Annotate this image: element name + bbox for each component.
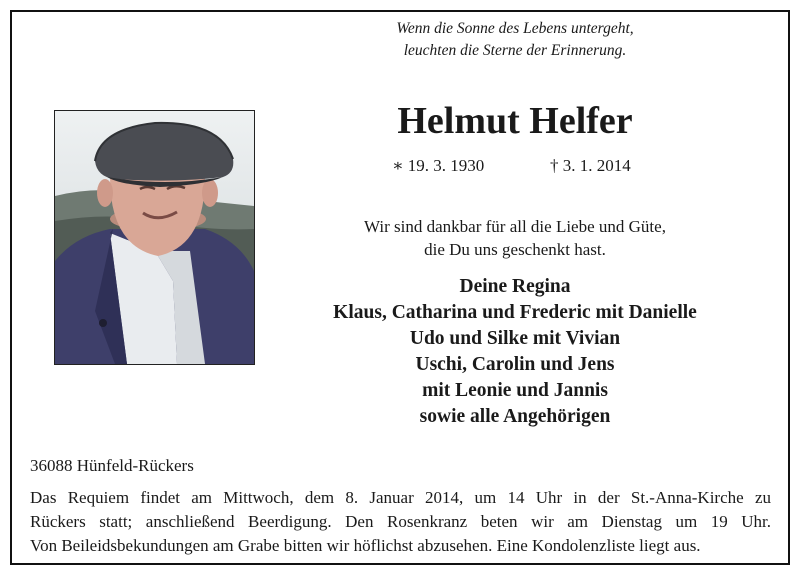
quote-line-1: Wenn die Sonne des Lebens untergeht, [396,20,634,37]
mourner-line: sowie alle Angehörigen [419,406,611,427]
mourner-line: Uschi, Carolin und Jens [415,354,615,375]
portrait-illustration [55,111,254,364]
death-date: † 3. 1. 2014 [550,156,631,175]
notice-line-1: Das Requiem findet am Mittwoch, dem 8. Januar 2014, um 14 Uhr in der St.-Anna-Kirche zu [30,488,771,507]
mourner-line: Deine Regina [459,276,571,297]
thanks-line-1: Wir sind dankbar für all die Liebe und Güte, [364,217,666,236]
quote-line-2: leuchten die Sterne der Erinnerung. [403,42,627,59]
thanks-line-2: die Du uns geschenkt hast. [424,240,606,259]
thanks-text [300,215,730,261]
mourner-line: mit Leonie und Jannis [422,380,608,401]
memorial-quote [300,18,730,62]
deceased-name: Helmut Helfer [397,100,633,142]
notice-line-2: Rückers statt; anschließend Beerdigung. Den Rosenkranz beten wir am Dienstag um 19 Uhr. [30,512,771,531]
mourner-line: Udo und Silke mit Vivian [409,328,621,349]
mourners-list [280,274,750,430]
mourner-line: Klaus, Catharina und Frederic mit Danielle [333,302,697,323]
funeral-notice [30,486,771,558]
birth-date: ∗ 19. 3. 1930 [392,156,485,175]
address: 36088 Hünfeld-Rückers [30,456,194,475]
portrait-photo [54,110,255,365]
notice-line-3: Von Beileidsbekundungen am Grabe bitten wir höflichst abzusehen. Eine Kondolenzliste liegt aus. [30,536,701,555]
